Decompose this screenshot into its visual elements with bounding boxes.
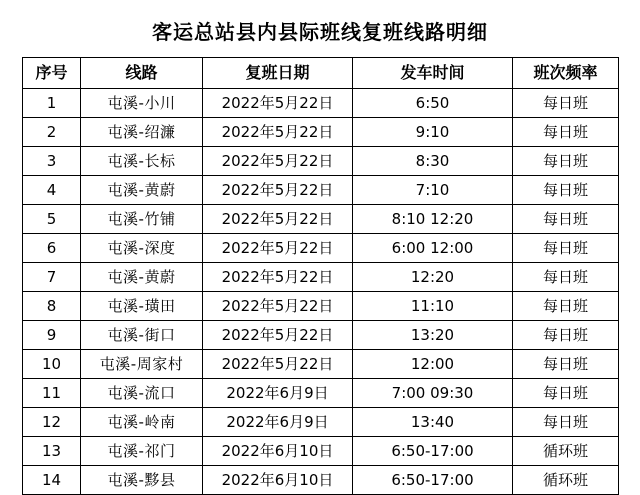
cell-route: 屯溪-绍濂 — [81, 118, 203, 147]
cell-no: 11 — [23, 379, 81, 408]
cell-time: 13:20 — [353, 321, 513, 350]
cell-freq: 每日班 — [513, 321, 619, 350]
column-header-no: 序号 — [23, 58, 81, 89]
table-header-row — [23, 58, 619, 89]
cell-route: 屯溪-流口 — [81, 379, 203, 408]
table-row — [23, 437, 619, 466]
table-row — [23, 292, 619, 321]
cell-route: 屯溪-长标 — [81, 147, 203, 176]
column-header-freq: 班次频率 — [513, 58, 619, 89]
table-container — [0, 57, 640, 495]
cell-date: 2022年5月22日 — [203, 176, 353, 205]
cell-time: 6:50 — [353, 89, 513, 118]
cell-time: 6:50-17:00 — [353, 437, 513, 466]
cell-route: 屯溪-周家村 — [81, 350, 203, 379]
cell-date: 2022年5月22日 — [203, 234, 353, 263]
cell-route: 屯溪-黄蔚 — [81, 263, 203, 292]
cell-freq: 每日班 — [513, 350, 619, 379]
cell-no: 1 — [23, 89, 81, 118]
cell-time: 9:10 — [353, 118, 513, 147]
cell-date: 2022年5月22日 — [203, 292, 353, 321]
cell-date: 2022年5月22日 — [203, 205, 353, 234]
cell-freq: 循环班 — [513, 466, 619, 495]
cell-no: 5 — [23, 205, 81, 234]
cell-time: 12:20 — [353, 263, 513, 292]
cell-date: 2022年5月22日 — [203, 350, 353, 379]
cell-time: 11:10 — [353, 292, 513, 321]
cell-no: 6 — [23, 234, 81, 263]
cell-no: 14 — [23, 466, 81, 495]
cell-no: 13 — [23, 437, 81, 466]
column-header-date: 复班日期 — [203, 58, 353, 89]
cell-date: 2022年5月22日 — [203, 118, 353, 147]
cell-route: 屯溪-黟县 — [81, 466, 203, 495]
cell-time: 7:00 09:30 — [353, 379, 513, 408]
table-row — [23, 234, 619, 263]
cell-freq: 每日班 — [513, 118, 619, 147]
cell-route: 屯溪-街口 — [81, 321, 203, 350]
cell-time: 13:40 — [353, 408, 513, 437]
cell-route: 屯溪-祁门 — [81, 437, 203, 466]
cell-freq: 每日班 — [513, 263, 619, 292]
cell-date: 2022年6月9日 — [203, 408, 353, 437]
cell-date: 2022年6月10日 — [203, 437, 353, 466]
column-header-time: 发车时间 — [353, 58, 513, 89]
cell-route: 屯溪-岭南 — [81, 408, 203, 437]
cell-time: 12:00 — [353, 350, 513, 379]
cell-freq: 每日班 — [513, 292, 619, 321]
cell-route: 屯溪-深度 — [81, 234, 203, 263]
cell-no: 4 — [23, 176, 81, 205]
schedule-table — [22, 57, 619, 495]
column-header-route: 线路 — [81, 58, 203, 89]
cell-date: 2022年6月10日 — [203, 466, 353, 495]
cell-date: 2022年6月9日 — [203, 379, 353, 408]
cell-freq: 每日班 — [513, 205, 619, 234]
cell-freq: 每日班 — [513, 408, 619, 437]
cell-freq: 每日班 — [513, 147, 619, 176]
cell-no: 9 — [23, 321, 81, 350]
cell-route: 屯溪-黄蔚 — [81, 176, 203, 205]
table-row — [23, 408, 619, 437]
table-row — [23, 89, 619, 118]
table-row — [23, 176, 619, 205]
table-row — [23, 118, 619, 147]
table-row — [23, 263, 619, 292]
cell-date: 2022年5月22日 — [203, 321, 353, 350]
table-row — [23, 379, 619, 408]
page-title: 客运总站县内县际班线复班线路明细 — [152, 20, 488, 44]
cell-route: 屯溪-竹铺 — [81, 205, 203, 234]
cell-time: 6:00 12:00 — [353, 234, 513, 263]
cell-route: 屯溪-小川 — [81, 89, 203, 118]
cell-no: 12 — [23, 408, 81, 437]
table-row — [23, 321, 619, 350]
cell-freq: 每日班 — [513, 89, 619, 118]
cell-no: 8 — [23, 292, 81, 321]
cell-no: 3 — [23, 147, 81, 176]
cell-time: 7:10 — [353, 176, 513, 205]
table-row — [23, 147, 619, 176]
cell-date: 2022年5月22日 — [203, 89, 353, 118]
cell-route: 屯溪-璜田 — [81, 292, 203, 321]
cell-no: 7 — [23, 263, 81, 292]
cell-time: 6:50-17:00 — [353, 466, 513, 495]
cell-time: 8:30 — [353, 147, 513, 176]
table-row — [23, 466, 619, 495]
cell-freq: 每日班 — [513, 234, 619, 263]
cell-date: 2022年5月22日 — [203, 147, 353, 176]
cell-freq: 每日班 — [513, 379, 619, 408]
cell-date: 2022年5月22日 — [203, 263, 353, 292]
cell-freq: 循环班 — [513, 437, 619, 466]
cell-no: 10 — [23, 350, 81, 379]
cell-no: 2 — [23, 118, 81, 147]
cell-time: 8:10 12:20 — [353, 205, 513, 234]
cell-freq: 每日班 — [513, 176, 619, 205]
table-row — [23, 350, 619, 379]
table-row — [23, 205, 619, 234]
